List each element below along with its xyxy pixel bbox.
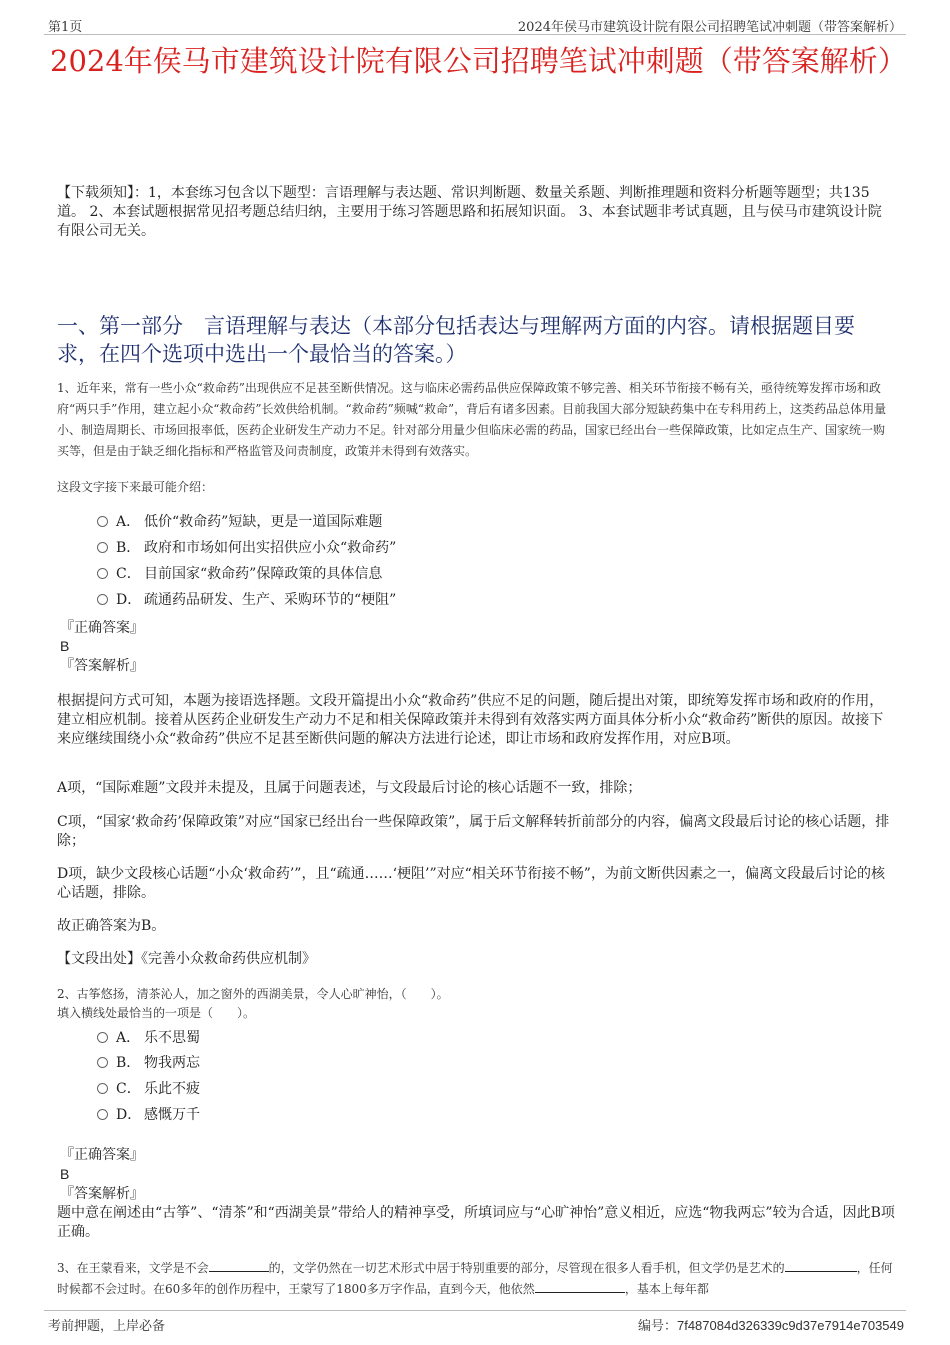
q1-analysis-a: A项，“国际难题”文段并未提及，且属于问题表述，与文段最后讨论的核心话题不一致，排除； [57,780,642,796]
q1-stem: 1、近年来，常有一些小众“救命药”出现供应不足甚至断供情况。这与临床必需药品供应保障政策不够完善、相关环节衔接不畅有关，亟待统筹发挥市场和政府“两只手”作用，建立起小众“救命药”长效供给机制。“救命药”频喊“救命”，背后有诸多因素。目前我国大部分短缺药集中在专科用药上，这类药品总体用量小、制造周期长、市场回报率低，医药企业研发生产动力不足。针对部分用量少但临床必需的药品，国家已经出台一些保障政策，比如定点生产、国家统一购买等，但是由于缺乏细化指标和严格监管及问责制度，政策并未得到有效落实。 [57,381,887,458]
header-doc-title: 2024年侯马市建筑设计院有限公司招聘笔试冲刺题（带答案解析） [517,20,902,35]
radio-icon[interactable] [97,1083,108,1094]
q1-question: 这段文字接下来最可能介绍： [57,480,214,494]
section-title: 一、第一部分 言语理解与表达（本部分包括表达与理解两方面的内容。请根据题目要求，在四个选项中选出一个最恰当的答案。） [57,314,855,366]
q2-question: 填入横线处最恰当的一项是（ ）。 [57,1006,256,1020]
radio-icon[interactable] [97,542,108,553]
footer-slogan: 考前押题，上岸必备 [48,1319,166,1334]
radio-icon[interactable] [97,1057,108,1068]
q2-analysis: 题中意在阐述由“古筝”、“清茶”和“西湖美景”带给人的精神享受，所填词应与“心旷神怡”意义相近，应选“物我两忘”较为合适，因此B项正确。 [57,1205,895,1240]
q1-analysis-label: 『答案解析』 [60,658,144,674]
q1-option-a[interactable]: A． 低价“救命药”短缺，更是一道国际难题 [97,512,382,532]
radio-icon[interactable] [97,1032,108,1043]
q3-stem: 3、在王蒙看来，文学是不会 的，文学仍然在一切艺术形式中居于特别重要的部分，尽管现在很多人看手机，但文学仍是艺术的 ，任何时候都不会过时。在60多年的创作历程中，王蒙写了1800多万字作品，直到今天，他依然 ，基本上每年都 [57,1261,893,1296]
document-title: 2024年侯马市建筑设计院有限公司招聘笔试冲刺题（带答案解析） [50,44,907,78]
q2-answer: B [60,1166,70,1182]
radio-icon[interactable] [97,568,108,579]
q1-option-c[interactable]: C． 目前国家“救命药”保障政策的具体信息 [97,564,382,584]
q1-analysis-d: D项，缺少文段核心话题“小众‘救命药’”，且“疏通……‘梗阻’”对应“相关环节衔接不畅”，为前文断供因素之一，偏离文段最后讨论的核心话题，排除。 [57,866,885,901]
q1-conclusion: 故正确答案为B。 [57,918,166,934]
fill-blank [535,1280,625,1293]
q1-source: 【文段出处】《完善小众救命药供应机制》 [57,951,316,967]
radio-icon[interactable] [97,516,108,527]
page-footer [44,1310,906,1333]
download-notice: 【下载须知】：1，本套练习包含以下题型：言语理解与表达题、常识判断题、数量关系题、判断推理题和资料分析题等题型；共135道。 2、本套试题根据常见招考题总结归纳，主要用于练习答题思路和拓展知识面。 3、本套试题非考试真题，且与侯马市建筑设计院有限公司无关。 [57,185,882,239]
q1-option-b[interactable]: B． 政府和市场如何出实招供应小众“救命药” [97,538,396,558]
q2-analysis-label: 『答案解析』 [60,1186,144,1202]
q2-option-c[interactable]: C． 乐此不疲 [97,1079,200,1099]
fill-blank [209,1259,269,1272]
q2-stem: 2、古筝悠扬，清茶沁人，加之窗外的西湖美景，令人心旷神怡，（ ）。 [57,987,449,1001]
q2-option-a[interactable]: A． 乐不思蜀 [97,1028,200,1048]
radio-icon[interactable] [97,594,108,605]
q1-analysis-c: C项，“国家‘救命药’保障政策”对应“国家已经出台一些保障政策”，属于后文解释转折前部分的内容，偏离文段最后讨论的核心话题，排除； [57,814,890,849]
q1-option-d[interactable]: D． 疏通药品研发、生产、采购环节的“梗阻” [97,590,396,610]
q1-analysis-main: 根据提问方式可知，本题为接语选择题。文段开篇提出小众“救命药”供应不足的问题，随后提出对策，即统筹发挥市场和政府的作用，建立相应机制。接着从医药企业研发生产动力不足和相关保障政策并未得到有效落实两方面具体分析小众“救命药”断供的原因。故接下来应继续围绕小众“救命药”供应不足甚至断供问题的解决方法进行论述，即让市场和政府发挥作用，对应B项。 [57,693,884,747]
q1-answer-label: 『正确答案』 [60,620,144,636]
document-code: 编号：7f487084d326339c9d37e7914e703549 [637,1318,904,1334]
fill-blank [785,1259,857,1272]
q1-answer: B [60,638,70,654]
q2-option-d[interactable]: D． 感慨万千 [97,1105,200,1125]
page-number: 第1页 [48,20,83,35]
page-header [44,14,906,35]
q2-answer-label: 『正确答案』 [60,1147,144,1163]
q2-option-b[interactable]: B． 物我两忘 [97,1053,200,1073]
radio-icon[interactable] [97,1109,108,1120]
